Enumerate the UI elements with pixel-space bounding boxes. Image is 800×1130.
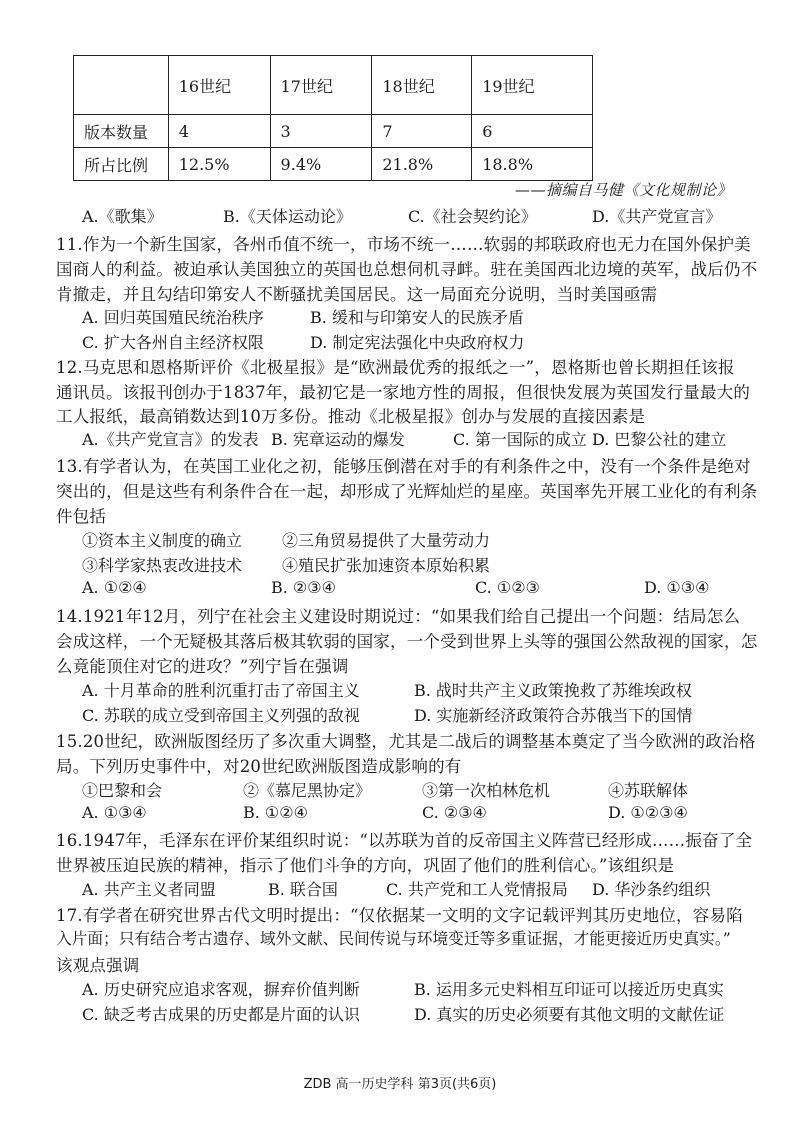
q14-option-d: D. 实施新经济政策符合苏俄当下的国情 (414, 706, 693, 725)
q15-option-d: D. ①②③④ (608, 803, 688, 822)
q16-line-1: 16.1947年，毛泽东在评价某组织时说：“以苏联为首的反帝国主义阵营已经形成……振奋了全 (56, 831, 753, 850)
q12-option-b: B. 宪章运动的爆发 (271, 430, 405, 449)
q13-item-1: ①资本主义制度的确立 (82, 531, 243, 550)
q17-option-c: C. 缺乏考古成果的历史都是片面的认识 (82, 1005, 360, 1024)
page-footer: ZDB 高一历史学科 第3页(共6页) (303, 1077, 497, 1092)
q10-option-a: A.《歌集》 (82, 207, 163, 226)
q10-option-d: D.《共产党宣言》 (592, 207, 722, 226)
table-row (74, 115, 593, 148)
q14-option-c: C. 苏联的成立受到帝国主义列强的敌视 (82, 706, 360, 725)
q14-line-3: 么竟能顶住对它的进攻？”列宁旨在强调 (56, 657, 349, 676)
q12-line-2: 通讯员。该报刊创办于1837年，最初它是一家地方性的周报，但很快发展为英国发行量最大的 (56, 383, 751, 402)
q14-line-2: 会成这样，一个无疑极其落后极其软弱的国家，一个受到世界上头等的强国公然敌视的国家，怎 (56, 632, 758, 651)
q15-item-2: ②《慕尼黑协定》 (243, 781, 372, 800)
q15-option-c: C. ②③④ (422, 803, 487, 822)
q15-line-1: 15.20世纪，欧洲版图经历了多次重大调整，尤其是二战后的调整基本奠定了当今欧洲的政治格 (56, 732, 756, 751)
table-cell: 版本数量 (74, 115, 169, 148)
q15-item-3: ③第一次柏林危机 (422, 781, 551, 800)
q15-item-4: ④苏联解体 (608, 781, 689, 800)
edition-table (73, 55, 593, 181)
q17-option-a: A. 历史研究应追求客观，摒弃价值判断 (82, 980, 360, 999)
q12-option-a: A.《共产党宣言》的发表 (82, 430, 259, 449)
q13-line-2: 突出的，但是这些有利条件合在一起，却形成了光辉灿烂的星座。英国率先开展工业化的有利条 (56, 482, 758, 501)
q13-item-3: ③科学家热衷改进技术 (82, 556, 243, 575)
q12-line-3: 工人报纸，最高销数达到10万多份。推动《北极星报》创办与发展的直接因素是 (56, 407, 646, 426)
q13-line-1: 13.有学者认为，在英国工业化之初，能够压倒潜在对手的有利条件之中，没有一个条件是绝对 (56, 457, 751, 476)
table-cell: 3 (270, 115, 372, 148)
table-cell: 9.4% (270, 148, 372, 181)
table-cell: 4 (168, 115, 270, 148)
q16-option-d: D. 华沙条约组织 (592, 880, 711, 899)
table-cell: 6 (472, 115, 593, 148)
table-cell: 所占比例 (74, 148, 169, 181)
q17-option-d: D. 真实的历史必须要有其他文明的文献佐证 (414, 1005, 725, 1024)
table-header-cell: 18世纪 (372, 56, 472, 115)
q15-item-1: ①巴黎和会 (82, 781, 163, 800)
q11-option-a: A. 回归英国殖民统治秩序 (82, 308, 264, 327)
q15-option-a: A. ①③④ (82, 803, 147, 822)
q16-option-a: A. 共产主义者同盟 (82, 880, 216, 899)
q13-option-a: A. ①②④ (82, 578, 147, 597)
table-header-cell: 16世纪 (168, 56, 270, 115)
table-cell: 21.8% (372, 148, 472, 181)
q11-option-c: C. 扩大各州自主经济权限 (82, 333, 264, 352)
q13-line-3: 件包括 (56, 507, 107, 526)
q14-option-b: B. 战时共产主义政策挽救了苏维埃政权 (414, 681, 692, 700)
q17-line-3: 该观点强调 (56, 956, 140, 975)
table-cell: 7 (372, 115, 472, 148)
q13-item-4: ④殖民扩张加速资本原始积累 (282, 556, 491, 575)
q13-item-2: ②三角贸易提供了大量劳动力 (282, 531, 491, 550)
table-source: ——摘编自马健《文化规制论》 (514, 181, 732, 199)
q17-line-2: 入片面；只有结合考古遗存、域外文献、民间传说与环境变迁等多重证据，才能更接近历史真实。” (56, 929, 731, 948)
table-header-cell: 19世纪 (472, 56, 593, 115)
q16-line-2: 世界被压迫民族的精神，指示了他们斗争的方向，巩固了他们的胜利信心。”该组织是 (56, 856, 675, 875)
q15-option-b: B. ①②④ (243, 803, 308, 822)
q12-line-1: 12.马克思和恩格斯评价《北极星报》是“欧洲最优秀的报纸之一”，恩格斯也曾长期担任该报 (56, 358, 735, 377)
table-header-cell: 17世纪 (270, 56, 372, 115)
q10-option-b: B.《天体运动论》 (223, 207, 352, 226)
q13-option-c: C. ①②③ (475, 578, 540, 597)
q17-option-b: B. 运用多元史料相互印证可以接近历史真实 (414, 980, 724, 999)
q12-option-c: C. 第一国际的成立 (453, 430, 587, 449)
q11-option-d: D. 制定宪法强化中央政府权力 (310, 333, 525, 352)
q12-option-d: D. 巴黎公社的建立 (592, 430, 727, 449)
q15-line-2: 局。下列历史事件中，对20世纪欧洲版图造成影响的有 (56, 757, 462, 776)
table-header-cell (74, 56, 169, 115)
q14-line-1: 14.1921年12月，列宁在社会主义建设时期说过：“如果我们给自己提出一个问题：结局怎么 (56, 607, 741, 626)
q16-option-b: B. 联合国 (268, 880, 338, 899)
table-header-row (74, 56, 593, 115)
table-cell: 12.5% (168, 148, 270, 181)
table-cell: 18.8% (472, 148, 593, 181)
q11-line-2: 国商人的利益。被迫承认美国独立的英国也总想伺机寻衅。驻在美国西北边境的英军，战后仍不 (56, 260, 758, 279)
q11-line-3: 肯撤走，并且勾结印第安人不断骚扰美国居民。这一局面充分说明，当时美国亟需 (56, 285, 658, 304)
q13-option-d: D. ①③④ (644, 578, 710, 597)
q13-option-b: B. ②③④ (271, 578, 336, 597)
q10-option-c: C.《社会契约论》 (408, 207, 537, 226)
q16-option-c: C. 共产党和工人党情报局 (386, 880, 568, 899)
q11-option-b: B. 缓和与印第安人的民族矛盾 (310, 308, 524, 327)
q14-option-a: A. 十月革命的胜利沉重打击了帝国主义 (82, 681, 360, 700)
q17-line-1: 17.有学者在研究世界古代文明时提出：“仅依据某一文明的文字记载评判其历史地位，容易陷 (56, 906, 743, 925)
q11-line-1: 11.作为一个新生国家，各州币值不统一，市场不统一……软弱的邦联政府也无力在国外保护美 (56, 235, 751, 254)
table-row (74, 148, 593, 181)
